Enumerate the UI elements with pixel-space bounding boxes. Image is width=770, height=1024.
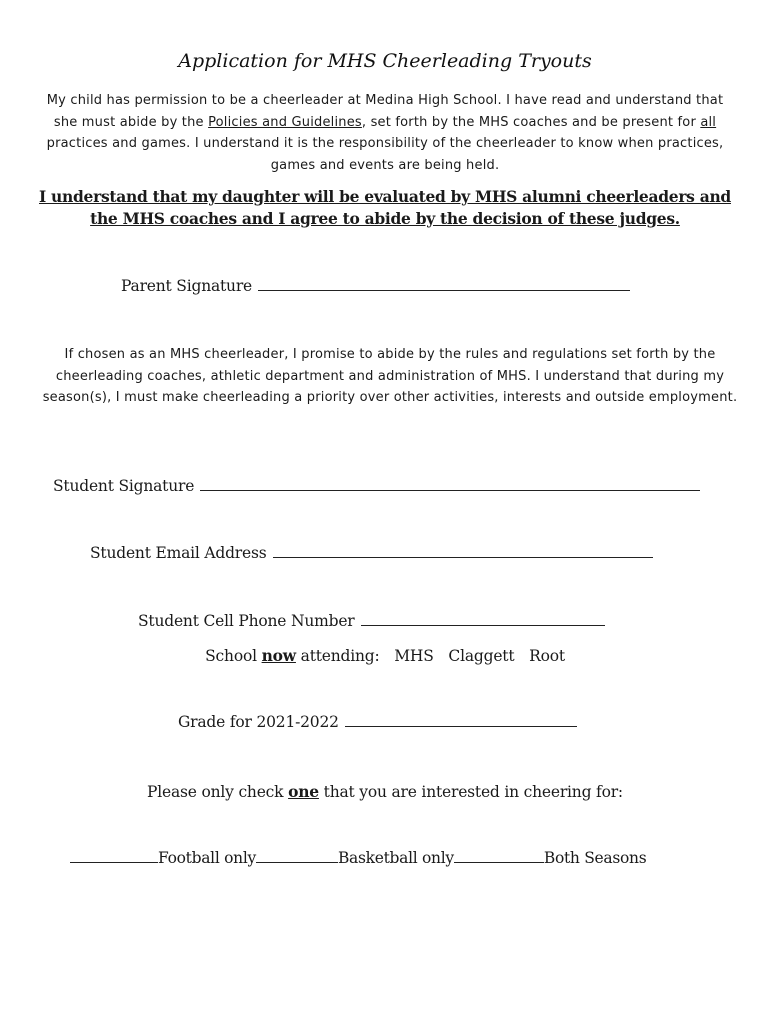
school-option-mhs[interactable]: MHS [394, 647, 434, 665]
student-phone-line[interactable] [361, 624, 605, 626]
promise-paragraph: If chosen as an MHS cheerleader, I promise to abide by the rules and regulations set forth by the cheerleading coaches, athletic department and administration of MHS. I understand that during my season(s), I must make cheerleading a priority over other activities, interests and outside employment. [42, 347, 738, 405]
student-phone-label: Student Cell Phone Number [138, 612, 355, 630]
policies-link[interactable]: Policies and Guidelines [208, 114, 362, 130]
student-email-label: Student Email Address [90, 544, 267, 562]
basketball-check-line[interactable] [256, 861, 338, 863]
student-email-line[interactable] [273, 556, 653, 558]
football-option: Football only [158, 849, 256, 867]
permission-text-2: , set forth by the MHS coaches and be present for [361, 114, 701, 130]
now-emphasis: now [261, 646, 296, 665]
grade-line[interactable] [345, 725, 577, 727]
student-signature-label: Student Signature [53, 477, 195, 495]
both-option: Both Seasons [543, 849, 647, 867]
permission-text-1: My child has permission to be a cheerleader at Medina High School. I have read and understand that she must abide by the [46, 93, 724, 130]
basketball-option: Basketball only [337, 849, 454, 867]
permission-text-3: practices and games. I understand it is the responsibility of the cheerleader to know when practices, games and events are being held. [46, 136, 724, 173]
student-signature-field [53, 477, 700, 495]
school-option-root[interactable]: Root [529, 647, 565, 665]
both-check-line[interactable] [454, 861, 544, 863]
school-row [0, 646, 770, 665]
one-emphasis: one [288, 782, 319, 801]
school-prefix: School [205, 647, 262, 665]
student-signature-line[interactable] [200, 489, 700, 491]
all-emphasis: all [700, 114, 717, 130]
grade-label: Grade for 2021-2022 [178, 713, 339, 731]
parent-signature-label: Parent Signature [121, 277, 253, 295]
check-suffix: that you are interested in cheering for: [318, 783, 623, 801]
parent-signature-field [121, 277, 630, 295]
check-prefix: Please only check [147, 783, 289, 801]
student-phone-field [138, 612, 605, 630]
check-instruction [0, 782, 770, 801]
permission-paragraph [40, 90, 730, 176]
evaluation-statement: I understand that my daughter will be evaluated by MHS alumni cheerleaders and the MHS coaches and I agree to abide by the decision of these judges. [39, 187, 731, 228]
grade-field [178, 713, 577, 731]
football-check-line[interactable] [70, 861, 158, 863]
form-title: Application for MHS Cheerleading Tryouts [178, 50, 592, 72]
sport-checkboxes [70, 849, 646, 867]
school-option-claggett[interactable]: Claggett [448, 647, 515, 665]
school-suffix: attending: [295, 647, 380, 665]
student-email-field [90, 544, 653, 562]
parent-signature-line[interactable] [258, 289, 630, 291]
